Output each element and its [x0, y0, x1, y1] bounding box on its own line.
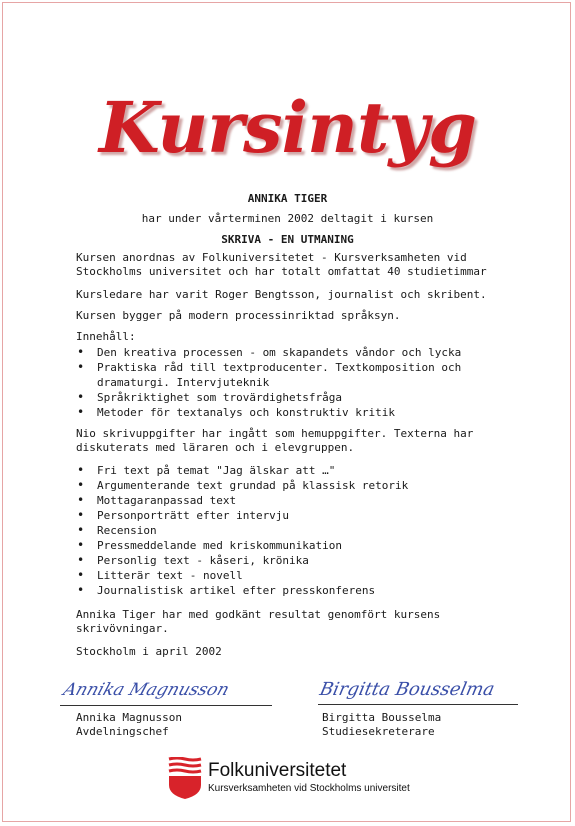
signature-line-right: [318, 704, 518, 705]
signatory-left: Annika Magnusson Avdelningschef: [76, 711, 182, 738]
list-item: • Mottagaranpassad text: [76, 493, 408, 508]
assignments-text: Nio skrivuppgifter har ingått som hemuppgifter. Texterna har diskuterats med läraren och i elevgruppen.: [76, 427, 474, 454]
list-item: • Fri text på temat "Jag älskar att …": [76, 463, 408, 478]
list-item: • Metoder för textanalys och konstruktiv kritik: [76, 405, 461, 420]
list-item: • Språkriktighet som trovärdighetsfråga: [76, 390, 461, 405]
logo-subtitle: Kursverksamheten vid Stockholms universitet: [208, 783, 410, 794]
list-item: • Litterär text - novell: [76, 568, 408, 583]
signature-line-left: [60, 705, 272, 706]
content-heading: Innehåll:: [76, 330, 136, 343]
flag-shield-icon: [168, 757, 202, 799]
list-item: • Recension: [76, 523, 408, 538]
list-item: • Den kreativa processen - om skapandets våndor och lycka: [76, 345, 461, 360]
signatory-right: Birgitta Bousselma Studiesekreterare: [322, 711, 442, 738]
signature-left: Annika Magnusson: [60, 680, 232, 700]
course-name: SKRIVA - EN UTMANING: [221, 233, 354, 246]
list-item: • Personporträtt efter intervju: [76, 508, 408, 523]
certificate-title: Kursintyg: [99, 86, 476, 169]
paragraph: Kursen anordnas av Folkuniversitetet - Kursverksamheten vid Stockholms universitet och har totalt omfattat 40 studietimmar: [76, 251, 487, 278]
logo-name: Folkuniversitetet: [208, 760, 347, 781]
list-item: • Praktiska råd till textproducenter. Textkomposition och dramaturgi. Intervjuteknik: [76, 360, 461, 390]
content-list: [76, 345, 461, 420]
assignments-list: [76, 463, 408, 598]
student-name: ANNIKA TIGER: [247, 192, 328, 205]
list-item: • Argumenterande text grundad på klassisk retorik: [76, 478, 408, 493]
list-item: • Pressmeddelande med kriskommunikation: [76, 538, 408, 553]
signature-right: Birgitta Bousselma: [317, 679, 497, 700]
list-item: • Journalistisk artikel efter presskonferens: [76, 583, 408, 598]
paragraph: Kursen bygger på modern processinriktad språksyn.: [76, 309, 401, 322]
list-item: • Personlig text - kåseri, krönika: [76, 553, 408, 568]
paragraph: Kursledare har varit Roger Bengtsson, journalist och skribent.: [76, 288, 487, 301]
intro-text: har under vårterminen 2002 deltagit i kursen: [141, 212, 434, 225]
place-date: Stockholm i april 2002: [76, 645, 222, 658]
completion-text: Annika Tiger har med godkänt resultat genomfört kursens skrivövningar.: [76, 608, 441, 635]
